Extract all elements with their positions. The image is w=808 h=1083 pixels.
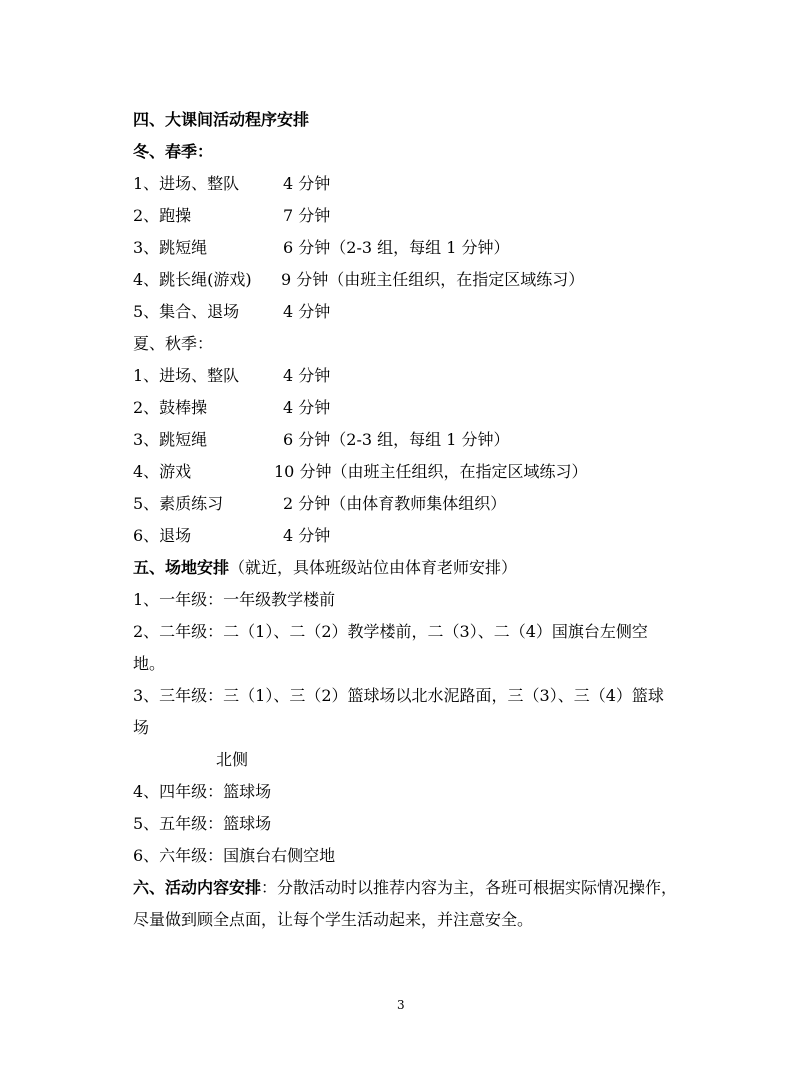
activity-name: 3、跳短绳 (133, 430, 208, 449)
activity-duration: 9 分钟（由班主任组织，在指定区域练习） (281, 270, 585, 289)
activity-name: 1、进场、整队 (133, 366, 240, 385)
activity-duration: 4 分钟 (283, 302, 331, 321)
activity-duration: 7 分钟 (283, 206, 331, 225)
activity-name: 4、跳长绳(游戏) (133, 270, 252, 289)
activity-duration: 10 分钟（由班主任组织，在指定区域练习） (274, 462, 588, 481)
grade4-location: 4、四年级：篮球场 (133, 782, 272, 801)
grade5-location: 5、五年级：篮球场 (133, 814, 272, 833)
grade3-location-north: 北侧 (216, 750, 249, 769)
activity-duration: 6 分钟（2-3 组，每组 1 分钟） (283, 238, 510, 257)
activity-duration: 4 分钟 (283, 398, 331, 417)
activity-duration: 6 分钟（2-3 组，每组 1 分钟） (283, 430, 510, 449)
grade2-location: 2、二年级：二（1）、二（2）教学楼前，二（3）、二（4）国旗台左侧空 (133, 622, 648, 641)
activity-name: 3、跳短绳 (133, 238, 208, 257)
activity-name: 2、鼓棒操 (133, 398, 208, 417)
winter-spring-label: 冬、春季： (133, 142, 214, 161)
activity-name: 5、集合、退场 (133, 302, 240, 321)
activity-duration: 4 分钟 (283, 526, 331, 545)
grade1-location: 1、一年级：一年级教学楼前 (133, 590, 336, 609)
section5-heading (133, 552, 517, 584)
section6-text-cont: 尽量做到顾全点面，让每个学生活动起来，并注意安全。 (133, 910, 534, 929)
activity-duration: 4 分钟 (283, 366, 331, 385)
activity-name: 5、素质练习 (133, 494, 224, 513)
activity-name: 6、退场 (133, 526, 192, 545)
section6-paragraph (133, 872, 677, 904)
grade2-location-cont: 地。 (133, 654, 166, 673)
section6-title: 六、活动内容安排 (133, 878, 262, 897)
activity-name: 4、游戏 (133, 462, 192, 481)
summer-autumn-label: 夏、秋季： (133, 334, 214, 353)
activity-name: 1、进场、整队 (133, 174, 240, 193)
grade3-location-cont: 场 (133, 718, 150, 737)
section5-note: （就近，具体班级站位由体育老师安排） (229, 558, 518, 577)
section4-title: 四、大课间活动程序安排 (133, 110, 310, 129)
grade3-location: 3、三年级：三（1）、三（2）篮球场以北水泥路面，三（3）、三（4）篮球 (133, 686, 664, 705)
activity-duration: 2 分钟（由体育教师集体组织） (283, 494, 507, 513)
activity-duration: 4 分钟 (283, 174, 331, 193)
section6-text: ：分散活动时以推荐内容为主，各班可根据实际情况操作， (261, 878, 678, 897)
grade6-location: 6、六年级：国旗台右侧空地 (133, 846, 336, 865)
section5-title: 五、场地安排 (133, 558, 230, 577)
activity-name: 2、跑操 (133, 206, 192, 225)
page-number: 3 (397, 998, 405, 1012)
